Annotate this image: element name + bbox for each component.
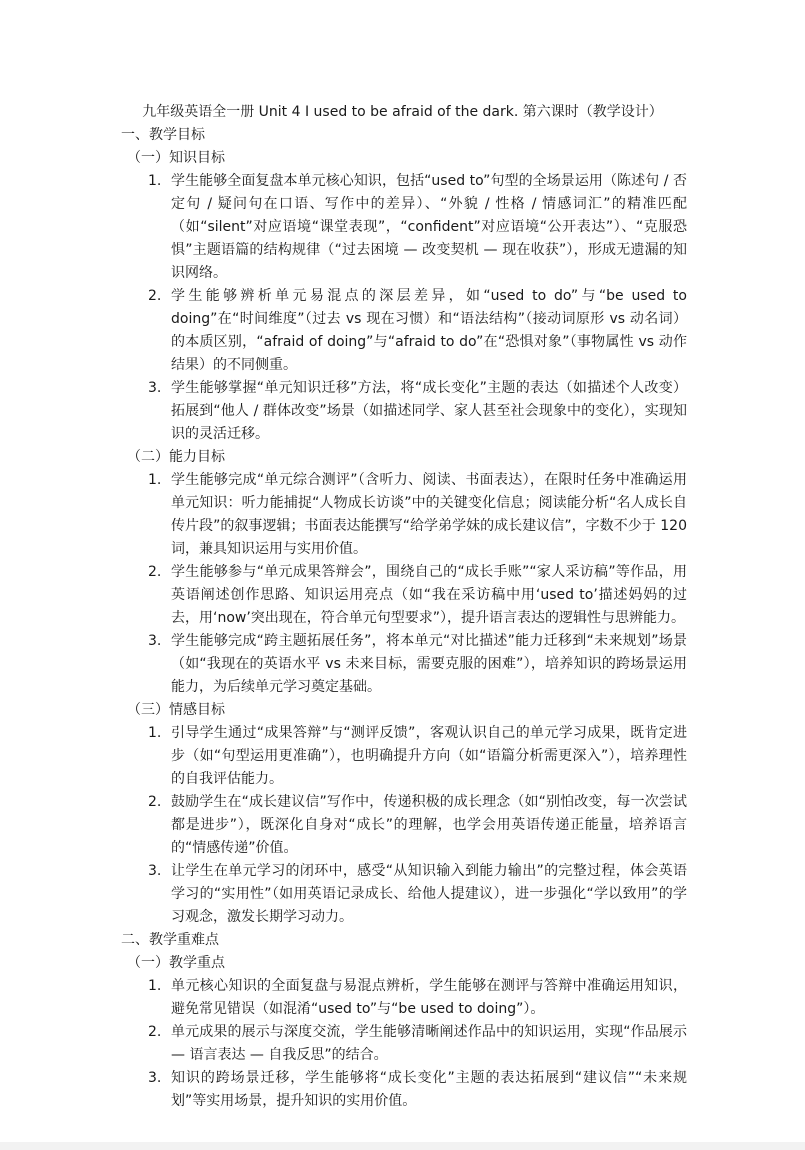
list-item [148, 1067, 687, 1113]
list-item [148, 377, 687, 446]
list-item [148, 630, 687, 699]
document-title: 九年级英语全一册 Unit 4 I used to be afraid of the dark. 第六课时（教学设计） [142, 104, 663, 120]
item-number: 3. [148, 863, 162, 879]
list-item [148, 170, 687, 285]
subsection-heading-ability: （二）能力目标 [127, 449, 225, 465]
subsection-heading-emotion: （三）情感目标 [127, 702, 225, 718]
item-text: 学生能够参与“单元成果答辩会”，围绕自己的“成长手账”“家人采访稿”等作品，用英语阐述创作思路、知识运用亮点（如“我在采访稿中用‘used to’描述妈妈的过去，用‘now’突出现在，符合单元句型要求”），提升语言表达的逻辑性与思辨能力。 [171, 564, 687, 626]
list-item [148, 975, 687, 1021]
subsection-heading-knowledge: （一）知识目标 [127, 150, 225, 166]
item-text: 学生能够掌握“单元知识迁移”方法，将“成长变化”主题的表达（如描述个人改变）拓展到“他人 / 群体改变”场景（如描述同学、家人甚至社会现象中的变化），实现知识的灵活迁移。 [171, 380, 687, 442]
item-text: 知识的跨场景迁移，学生能够将“成长变化”主题的表达拓展到“建议信”“未来规划”等实用场景，提升知识的实用价值。 [171, 1070, 687, 1109]
list-item [148, 1021, 687, 1067]
item-number: 1. [148, 472, 162, 488]
item-number: 1. [148, 978, 162, 994]
list-item [148, 469, 687, 561]
item-text: 学生能够辨析单元易混点的深层差异，如“used to do”与“be used to doing”在“时间维度”（过去 vs 现在习惯）和“语法结构”（接动词原形 vs 动名词）的本质区别，“afraid of doing”与“afraid to do”在“恐惧对象”（事物属性 vs 动作结果）的不同侧重。 [171, 288, 687, 373]
item-number: 3. [148, 1070, 162, 1086]
item-text: 单元成果的展示与深度交流，学生能够清晰阐述作品中的知识运用，实现“作品展示 — 语言表达 — 自我反思”的结合。 [171, 1024, 687, 1063]
item-text: 学生能够完成“跨主题拓展任务”，将本单元“对比描述”能力迁移到“未来规划”场景（如“我现在的英语水平 vs 未来目标，需要克服的困难”），培养知识的跨场景运用能力，为后续单元学习奠定基础。 [171, 633, 687, 695]
section-heading-objectives: 一、教学目标 [121, 127, 205, 143]
item-number: 3. [148, 633, 162, 649]
item-number: 2. [148, 1024, 162, 1040]
list-item [148, 561, 687, 630]
item-text: 学生能够完成“单元综合测评”（含听力、阅读、书面表达），在限时任务中准确运用单元知识：听力能捕捉“人物成长访谈”中的关键变化信息；阅读能分析“名人成长自传片段”的叙事逻辑；书面表达能撰写“给学弟学妹的成长建议信”，字数不少于 120 词，兼具知识运用与实用价值。 [171, 472, 687, 557]
item-text: 学生能够全面复盘本单元核心知识，包括“used to”句型的全场景运用（陈述句 / 否定句 / 疑问句在口语、写作中的差异）、“外貌 / 性格 / 情感词汇”的精准匹配（如“silent”对应语境“课堂表现”，“confident”对应语境“公开表达”）、“克服恐惧”主题语篇的结构规律（“过去困境 — 改变契机 — 现在收获”），形成无遗漏的知识网络。 [171, 173, 687, 281]
list-item [148, 860, 687, 929]
item-number: 2. [148, 288, 162, 304]
list-item [148, 722, 687, 791]
item-text: 引导学生通过“成果答辩”与“测评反馈”，客观认识自己的单元学习成果，既肯定进步（如“句型运用更准确”），也明确提升方向（如“语篇分析需更深入”），培养理性的自我评估能力。 [171, 725, 687, 787]
item-text: 单元核心知识的全面复盘与易混点辨析，学生能够在测评与答辩中准确运用知识，避免常见错误（如混淆“used to”与“be used to doing”）。 [171, 978, 687, 1017]
list-item [148, 285, 687, 377]
item-text: 鼓励学生在“成长建议信”写作中，传递积极的成长理念（如“别怕改变，每一次尝试都是进步”），既深化自身对“成长”的理解，也学会用英语传递正能量，培养语言的“情感传递”价值。 [171, 794, 687, 856]
item-number: 2. [148, 564, 162, 580]
item-number: 1. [148, 725, 162, 741]
section-heading-key-points: 二、教学重难点 [121, 932, 219, 948]
subsection-heading-teaching-focus: （一）教学重点 [127, 955, 225, 971]
item-text: 让学生在单元学习的闭环中，感受“从知识输入到能力输出”的完整过程，体会英语学习的“实用性”（如用英语记录成长、给他人提建议），进一步强化“学以致用”的学习观念，激发长期学习动力。 [171, 863, 687, 925]
item-number: 2. [148, 794, 162, 810]
list-item [148, 791, 687, 860]
item-number: 3. [148, 380, 162, 396]
document-body [0, 124, 805, 1113]
item-number: 1. [148, 173, 162, 189]
